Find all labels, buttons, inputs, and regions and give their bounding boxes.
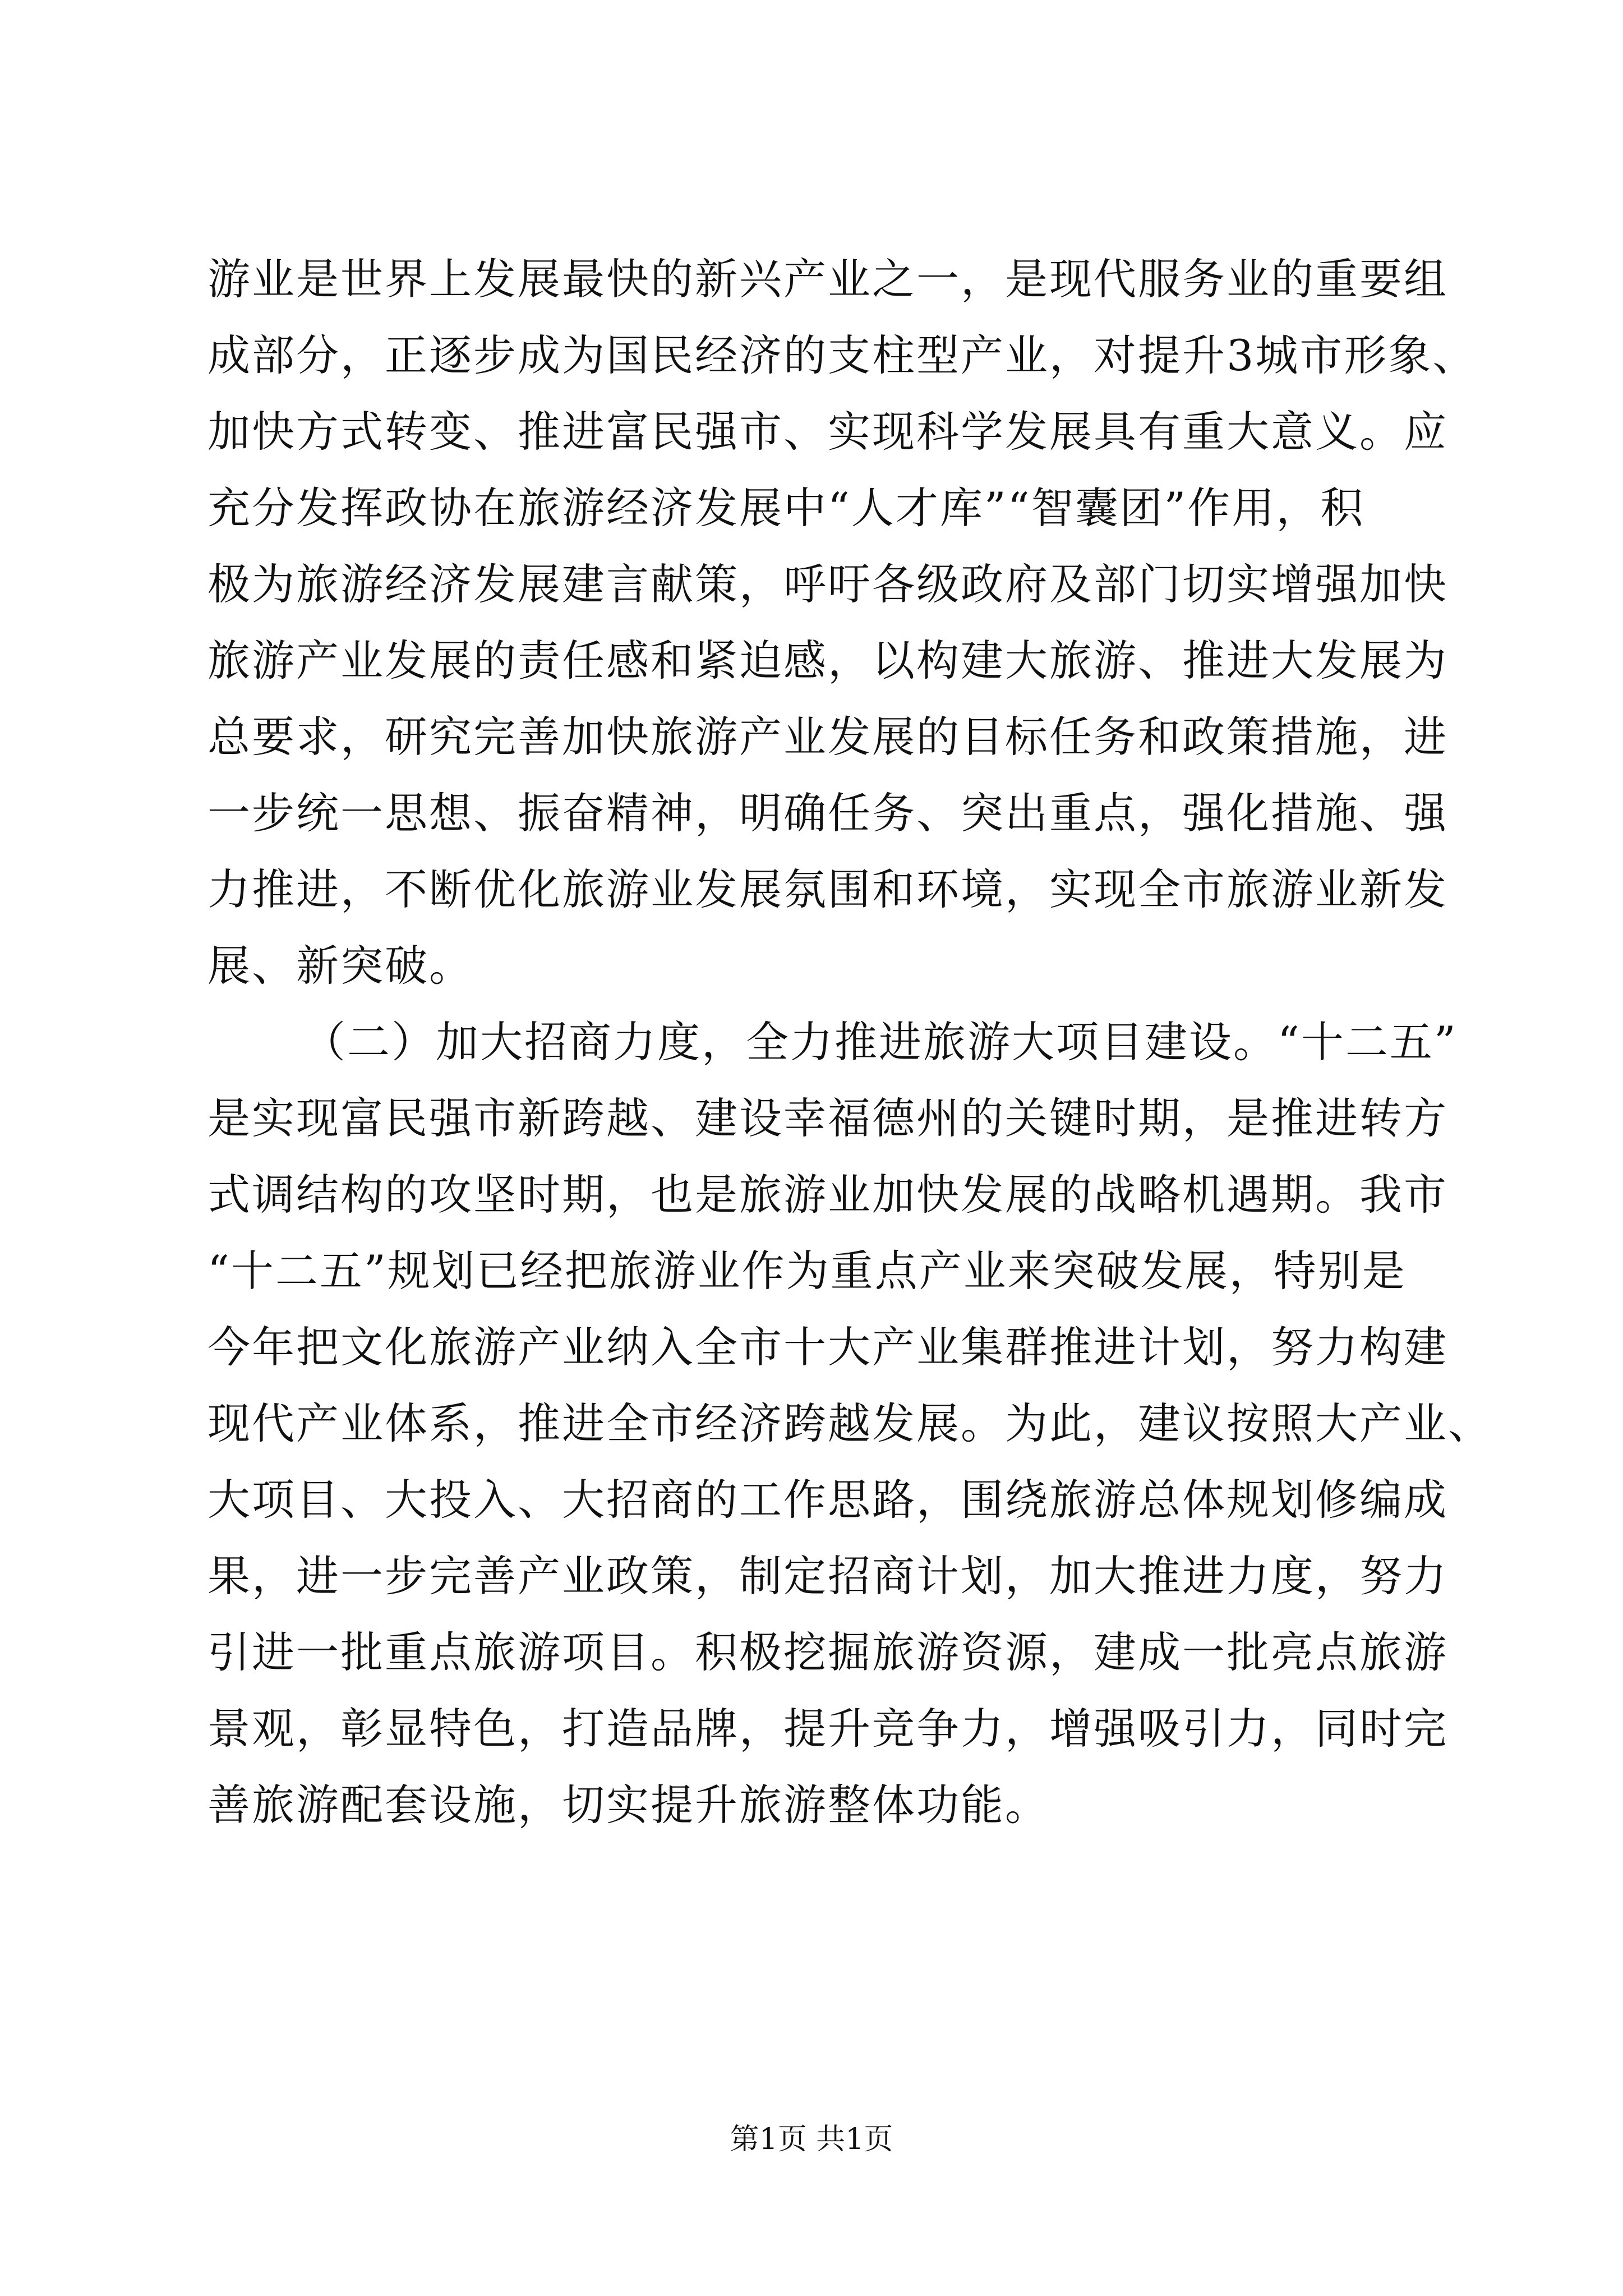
text-line: 今年把文化旅游产业纳入全市十大产业集群推进计划，努力构建 bbox=[208, 1322, 1448, 1372]
text-line: 果，进一步完善产业政策，制定招商计划，加大推进力度，努力 bbox=[208, 1551, 1448, 1601]
text-line: 善旅游配套设施，切实提升旅游整体功能。 bbox=[208, 1780, 1049, 1830]
text-line: “十二五”规划已经把旅游业作为重点产业来突破发展，特别是 bbox=[208, 1246, 1407, 1296]
page-number-footer: 第1页 共1页 bbox=[730, 2123, 893, 2156]
text-line: 充分发挥政协在旅游经济发展中“人才库”“智囊团”作用，积 bbox=[208, 483, 1365, 533]
text-line: 展、新突破。 bbox=[208, 941, 473, 991]
text-line: 大项目、大投入、大招商的工作思路，围绕旅游总体规划修编成 bbox=[208, 1475, 1448, 1525]
text-line: 式调结构的攻坚时期，也是旅游业加快发展的战略机遇期。我市 bbox=[208, 1170, 1448, 1220]
text-line: 成部分，正逐步成为国民经济的支柱型产业，对提升3城市形象、 bbox=[208, 330, 1477, 380]
text-line: 加快方式转变、推进富民强市、实现科学发展具有重大意义。应 bbox=[208, 407, 1448, 457]
text-line: 总要求，研究完善加快旅游产业发展的目标任务和政策措施，进 bbox=[208, 712, 1448, 762]
document-body bbox=[208, 241, 1492, 1843]
text-line: 极为旅游经济发展建言献策，呼吁各级政府及部门切实增强加快 bbox=[208, 559, 1448, 609]
text-line: 现代产业体系，推进全市经济跨越发展。为此，建议按照大产业、 bbox=[208, 1398, 1492, 1448]
text-line: 景观，彰显特色，打造品牌，提升竞争力，增强吸引力，同时完 bbox=[208, 1704, 1448, 1754]
text-line: 一步统一思想、振奋精神，明确任务、突出重点，强化措施、强 bbox=[208, 788, 1448, 838]
text-line: 游业是世界上发展最快的新兴产业之一，是现代服务业的重要组 bbox=[208, 254, 1448, 304]
text-line: 引进一批重点旅游项目。积极挖掘旅游资源，建成一批亮点旅游 bbox=[208, 1627, 1448, 1677]
paragraph-investment-attraction bbox=[208, 1004, 1492, 1843]
text-line: 力推进，不断优化旅游业发展氛围和环境，实现全市旅游业新发 bbox=[208, 864, 1448, 914]
text-line: 旅游产业发展的责任感和紧迫感，以构建大旅游、推进大发展为 bbox=[208, 636, 1448, 685]
section-heading-line: （二）加大招商力度，全力推进旅游大项目建设。“十二五” bbox=[303, 1017, 1458, 1067]
text-line: 是实现富民强市新跨越、建设幸福德州的关键时期，是推进转方 bbox=[208, 1093, 1448, 1143]
paragraph-tourism-importance bbox=[208, 241, 1477, 1004]
